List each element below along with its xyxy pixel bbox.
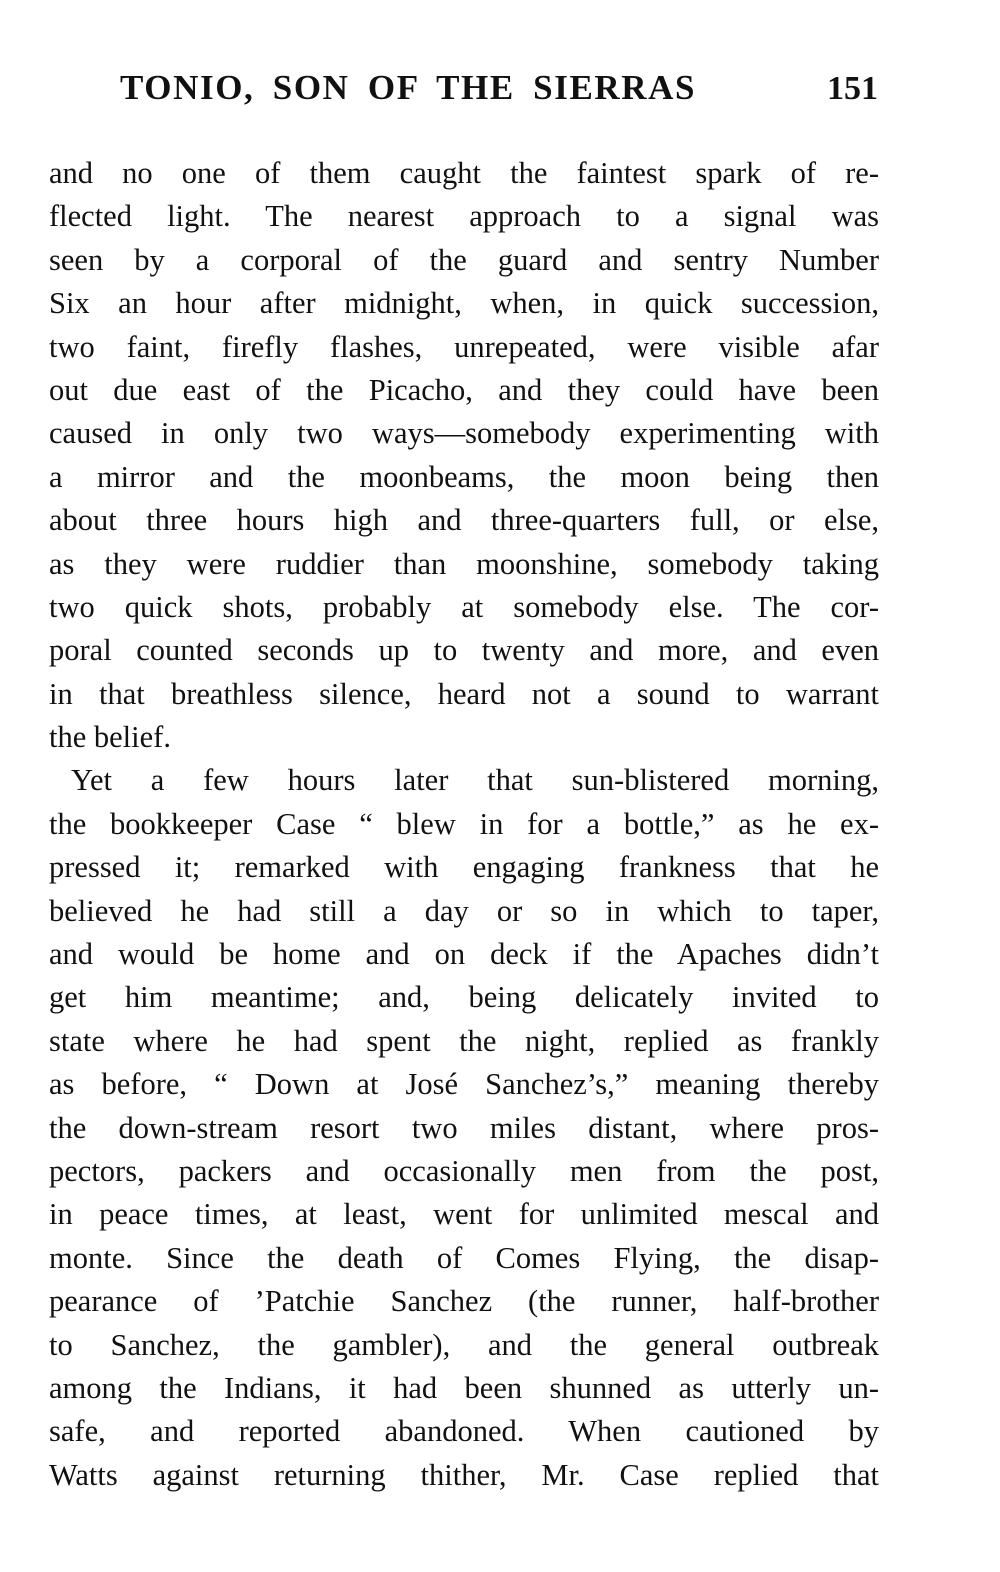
running-header (120, 68, 878, 112)
text-line: poral counted seconds up to twenty and more, and even (49, 633, 879, 668)
text-line: among the Indians, it had been shunned as utterly un- (49, 1370, 879, 1405)
text-line: believed he had still a day or so in which to taper, (49, 893, 879, 928)
text-line: and would be home and on deck if the Apaches didn’t (49, 937, 879, 972)
text-line: the down-stream resort two miles distant, where pros- (49, 1110, 879, 1145)
text-line: to Sanchez, the gambler), and the general outbreak (49, 1327, 879, 1362)
text-line: flected light. The nearest approach to a signal was (49, 199, 879, 234)
page-number: 151 (827, 70, 878, 107)
text-line: pearance of ’Patchie Sanchez (the runner, half-brother (49, 1284, 879, 1319)
text-line: safe, and reported abandoned. When cautioned by (49, 1414, 879, 1449)
text-line: seen by a corporal of the guard and sentry Number (49, 242, 879, 277)
text-line: in that breathless silence, heard not a sound to warrant (49, 676, 879, 711)
text-line: get him meantime; and, being delicately invited to (49, 980, 879, 1015)
text-line: about three hours high and three-quarters full, or else, (49, 503, 879, 538)
text-line: a mirror and the moonbeams, the moon being then (49, 459, 879, 494)
text-line: pectors, packers and occasionally men from the post, (49, 1153, 879, 1188)
text-line: state where he had spent the night, replied as frankly (49, 1023, 879, 1058)
text-line: in peace times, at least, went for unlimited mescal and (49, 1197, 879, 1232)
text-line: as before, “ Down at José Sanchez’s,” meaning thereby (49, 1067, 879, 1102)
paragraph (49, 152, 879, 759)
body-text (49, 152, 879, 1497)
text-line: the belief. (49, 720, 171, 755)
running-title: TONIO, SON OF THE SIERRAS (120, 68, 697, 107)
text-line: two quick shots, probably at somebody else. The cor- (49, 589, 879, 624)
text-line: monte. Since the death of Comes Flying, the disap- (49, 1240, 879, 1275)
text-line: pressed it; remarked with engaging frankness that he (49, 850, 879, 885)
text-line: Six an hour after midnight, when, in quick succession, (49, 286, 879, 321)
text-line: two faint, firefly flashes, unrepeated, were visible afar (49, 329, 879, 364)
text-line: Watts against returning thither, Mr. Case replied that (49, 1457, 879, 1492)
text-line: Yet a few hours later that sun-blistered morning, (71, 763, 879, 798)
paragraph (49, 759, 879, 1497)
text-line: as they were ruddier than moonshine, somebody taking (49, 546, 879, 581)
text-line: out due east of the Picacho, and they could have been (49, 372, 879, 407)
text-line: the bookkeeper Case “ blew in for a bottle,” as he ex- (49, 806, 879, 841)
text-line: caused in only two ways—somebody experimenting with (49, 416, 879, 451)
text-line: and no one of them caught the faintest spark of re- (49, 156, 879, 190)
